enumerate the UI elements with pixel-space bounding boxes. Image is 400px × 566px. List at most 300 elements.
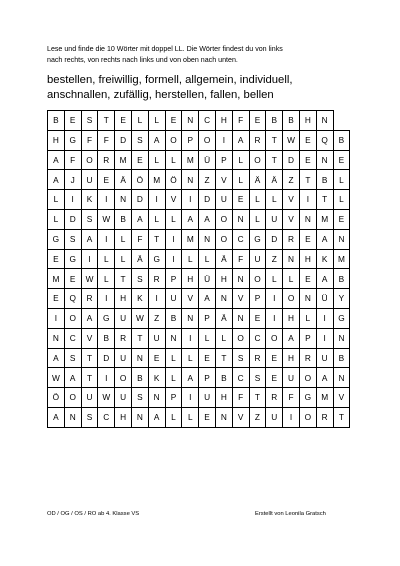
grid-cell[interactable]: Ä (266, 170, 283, 190)
grid-cell[interactable]: U (115, 308, 132, 328)
grid-cell[interactable]: O (115, 368, 132, 388)
grid-cell[interactable]: L (299, 308, 316, 328)
grid-cell[interactable]: U (283, 368, 300, 388)
grid-cell[interactable]: O (299, 407, 316, 427)
grid-cell[interactable]: P (299, 328, 316, 348)
grid-cell[interactable]: Z (148, 308, 165, 328)
grid-cell[interactable]: Ä (115, 170, 132, 190)
grid-cell[interactable]: I (98, 229, 115, 249)
grid-cell[interactable]: W (283, 130, 300, 150)
grid-cell[interactable]: B (316, 170, 333, 190)
grid-cell[interactable]: S (131, 388, 148, 408)
grid-cell[interactable]: M (182, 229, 199, 249)
grid-cell[interactable]: Ö (165, 170, 182, 190)
grid-cell[interactable]: V (283, 209, 300, 229)
grid-cell[interactable]: G (98, 308, 115, 328)
grid-cell[interactable]: E (48, 289, 65, 309)
grid-cell[interactable]: F (232, 388, 249, 408)
grid-cell[interactable]: T (148, 229, 165, 249)
grid-cell[interactable]: T (215, 348, 232, 368)
grid-cell[interactable]: H (115, 407, 132, 427)
grid-cell[interactable]: Ä (215, 308, 232, 328)
grid-cell[interactable]: E (266, 348, 283, 368)
grid-cell[interactable]: E (199, 407, 216, 427)
grid-cell[interactable]: N (48, 328, 65, 348)
grid-cell[interactable]: F (283, 388, 300, 408)
grid-cell[interactable]: H (283, 308, 300, 328)
grid-cell[interactable]: R (249, 130, 266, 150)
grid-cell[interactable]: M (148, 170, 165, 190)
grid-cell[interactable]: S (81, 407, 98, 427)
grid-cell[interactable]: T (115, 269, 132, 289)
grid-cell[interactable]: R (98, 150, 115, 170)
grid-cell[interactable]: Z (199, 170, 216, 190)
grid-cell[interactable]: A (48, 170, 65, 190)
grid-cell[interactable]: B (266, 111, 283, 131)
grid-cell[interactable]: V (232, 407, 249, 427)
grid-cell[interactable]: N (333, 229, 350, 249)
grid-cell[interactable]: C (98, 407, 115, 427)
grid-cell[interactable]: L (199, 328, 216, 348)
grid-cell[interactable]: E (64, 269, 81, 289)
grid-cell[interactable]: F (232, 111, 249, 131)
grid-cell[interactable]: O (165, 130, 182, 150)
grid-cell[interactable]: T (98, 111, 115, 131)
grid-cell[interactable]: I (148, 190, 165, 210)
grid-cell[interactable]: P (165, 388, 182, 408)
grid-cell[interactable]: Ä (215, 249, 232, 269)
grid-cell[interactable]: O (232, 328, 249, 348)
grid-cell[interactable]: O (215, 229, 232, 249)
grid-cell[interactable]: S (81, 111, 98, 131)
grid-cell[interactable]: I (98, 289, 115, 309)
grid-cell[interactable]: H (215, 111, 232, 131)
grid-cell[interactable]: B (98, 328, 115, 348)
footer-level: OD / OG / OS / RO ab 4. Klasse VS (47, 511, 140, 517)
grid-cell[interactable]: L (266, 190, 283, 210)
grid-cell[interactable]: Ü (316, 289, 333, 309)
grid-cell[interactable]: A (81, 308, 98, 328)
grid-cell[interactable]: G (249, 229, 266, 249)
grid-row (48, 209, 350, 229)
grid-cell[interactable]: N (131, 407, 148, 427)
instructions-line-1: Lese und finde die 10 Wörter mit doppel LL. Die Wörter findest du von links (47, 45, 283, 53)
grid-row (48, 130, 350, 150)
grid-cell[interactable]: A (283, 328, 300, 348)
grid-cell[interactable]: R (148, 269, 165, 289)
grid-cell[interactable]: O (249, 269, 266, 289)
grid-cell[interactable]: I (266, 289, 283, 309)
grid-cell[interactable]: V (165, 190, 182, 210)
grid-cell[interactable]: U (81, 388, 98, 408)
grid-cell[interactable]: S (64, 229, 81, 249)
grid-cell[interactable]: D (266, 229, 283, 249)
grid-cell[interactable]: Ö (48, 388, 65, 408)
grid-cell[interactable]: E (98, 170, 115, 190)
grid-cell[interactable]: N (283, 249, 300, 269)
grid-cell[interactable]: N (232, 209, 249, 229)
grid-cell[interactable]: F (131, 229, 148, 249)
grid-cell[interactable]: E (249, 308, 266, 328)
grid-cell[interactable]: F (81, 130, 98, 150)
grid-cell[interactable]: N (333, 368, 350, 388)
grid-cell[interactable]: I (165, 249, 182, 269)
grid-cell[interactable]: V (215, 170, 232, 190)
grid-cell[interactable]: T (266, 150, 283, 170)
grid-cell[interactable]: G (299, 388, 316, 408)
grid-cell[interactable]: F (64, 150, 81, 170)
grid-cell[interactable]: A (182, 209, 199, 229)
grid-cell[interactable]: A (316, 229, 333, 249)
grid-cell[interactable]: L (182, 348, 199, 368)
grid-cell[interactable]: H (48, 130, 65, 150)
grid-cell[interactable]: K (316, 249, 333, 269)
grid-cell[interactable]: L (115, 229, 132, 249)
grid-cell[interactable]: L (232, 170, 249, 190)
grid-cell[interactable]: Q (64, 289, 81, 309)
grid-cell[interactable]: L (98, 249, 115, 269)
grid-cell[interactable]: L (148, 150, 165, 170)
grid-cell[interactable]: M (115, 150, 132, 170)
grid-cell[interactable]: I (64, 190, 81, 210)
word-search-grid (47, 110, 350, 428)
grid-cell[interactable]: L (283, 269, 300, 289)
grid-cell[interactable]: L (48, 190, 65, 210)
grid-cell[interactable]: N (182, 170, 199, 190)
grid-cell[interactable]: H (283, 348, 300, 368)
grid-cell[interactable]: E (165, 111, 182, 131)
grid-cell[interactable]: V (81, 328, 98, 348)
grid-cell[interactable]: L (333, 190, 350, 210)
grid-cell[interactable]: N (64, 407, 81, 427)
grid-row (48, 111, 350, 131)
grid-cell[interactable]: E (299, 150, 316, 170)
grid-cell[interactable]: K (81, 190, 98, 210)
grid-cell[interactable]: R (266, 388, 283, 408)
grid-cell[interactable]: I (299, 190, 316, 210)
grid-cell[interactable]: N (131, 348, 148, 368)
grid-cell[interactable]: U (115, 388, 132, 408)
grid-cell[interactable]: E (333, 150, 350, 170)
grid-cell[interactable]: A (199, 289, 216, 309)
grid-cell[interactable]: O (215, 209, 232, 229)
grid-cell[interactable]: Ü (199, 269, 216, 289)
grid-cell[interactable]: U (81, 170, 98, 190)
grid-cell[interactable]: W (81, 269, 98, 289)
grid-cell[interactable]: N (165, 328, 182, 348)
grid-cell[interactable]: B (48, 111, 65, 131)
grid-cell[interactable]: M (48, 269, 65, 289)
grid-cell[interactable]: Z (249, 407, 266, 427)
grid-cell[interactable]: U (199, 388, 216, 408)
grid-cell[interactable]: D (64, 209, 81, 229)
grid-cell[interactable]: I (98, 190, 115, 210)
grid-cell[interactable]: W (131, 308, 148, 328)
grid-cell[interactable]: I (283, 407, 300, 427)
grid-cell[interactable]: E (48, 249, 65, 269)
grid-cell[interactable]: A (131, 209, 148, 229)
grid-cell[interactable]: P (165, 269, 182, 289)
grid-cell[interactable]: N (182, 111, 199, 131)
grid-cell[interactable]: C (232, 229, 249, 249)
grid-cell[interactable]: B (131, 368, 148, 388)
grid-cell[interactable]: O (283, 289, 300, 309)
grid-cell[interactable]: I (316, 328, 333, 348)
grid-cell[interactable]: V (283, 190, 300, 210)
grid-cell[interactable]: B (115, 209, 132, 229)
grid-row (48, 368, 350, 388)
grid-cell[interactable]: A (81, 229, 98, 249)
grid-cell[interactable]: V (232, 289, 249, 309)
grid-cell[interactable]: L (165, 407, 182, 427)
grid-cell[interactable]: G (64, 249, 81, 269)
grid-cell[interactable]: E (199, 348, 216, 368)
grid-cell[interactable]: N (299, 289, 316, 309)
grid-cell[interactable]: S (232, 348, 249, 368)
grid-cell[interactable]: E (249, 111, 266, 131)
grid-cell[interactable]: A (48, 407, 65, 427)
grid-cell[interactable]: H (115, 289, 132, 309)
grid-cell[interactable]: E (299, 130, 316, 150)
grid-cell[interactable]: U (249, 249, 266, 269)
grid-cell[interactable]: E (266, 368, 283, 388)
grid-cell[interactable]: V (182, 289, 199, 309)
grid-cell[interactable]: E (64, 111, 81, 131)
grid-cell[interactable]: S (131, 269, 148, 289)
grid-cell[interactable]: U (266, 407, 283, 427)
grid-cell[interactable]: I (215, 130, 232, 150)
grid-cell[interactable]: O (199, 130, 216, 150)
grid-cell[interactable]: O (64, 308, 81, 328)
grid-cell[interactable]: M (316, 388, 333, 408)
grid-cell[interactable]: H (215, 269, 232, 289)
grid-cell[interactable]: I (266, 308, 283, 328)
grid-cell[interactable]: C (64, 328, 81, 348)
grid-cell[interactable]: R (115, 328, 132, 348)
grid-cell[interactable]: I (48, 308, 65, 328)
grid-cell[interactable]: N (316, 150, 333, 170)
grid-cell[interactable]: L (131, 111, 148, 131)
grid-cell[interactable]: Z (266, 249, 283, 269)
grid-cell[interactable]: L (98, 269, 115, 289)
grid-cell[interactable]: H (299, 111, 316, 131)
grid-cell[interactable]: E (131, 150, 148, 170)
grid-cell[interactable]: T (249, 388, 266, 408)
grid-row (48, 407, 350, 427)
grid-cell[interactable]: U (266, 209, 283, 229)
grid-cell[interactable]: G (333, 308, 350, 328)
grid-cell[interactable]: C (249, 328, 266, 348)
grid-cell[interactable]: L (182, 249, 199, 269)
grid-cell[interactable]: R (81, 289, 98, 309)
grid-cell[interactable]: T (316, 190, 333, 210)
grid-cell[interactable]: W (48, 368, 65, 388)
grid-cell[interactable]: S (81, 209, 98, 229)
grid-cell[interactable]: N (115, 190, 132, 210)
grid-cell[interactable]: Ü (199, 150, 216, 170)
grid-cell[interactable]: O (299, 368, 316, 388)
grid-cell[interactable]: N (182, 308, 199, 328)
grid-cell[interactable]: A (316, 269, 333, 289)
grid-cell[interactable]: B (333, 269, 350, 289)
grid-cell[interactable]: N (333, 328, 350, 348)
grid-cell[interactable]: A (48, 150, 65, 170)
grid-cell[interactable]: W (98, 388, 115, 408)
grid-cell[interactable]: L (249, 190, 266, 210)
grid-cell[interactable]: N (299, 209, 316, 229)
grid-cell[interactable]: N (199, 229, 216, 249)
grid-cell[interactable]: L (199, 249, 216, 269)
grid-cell[interactable]: S (249, 368, 266, 388)
grid-cell[interactable]: B (283, 111, 300, 131)
grid-cell[interactable]: A (148, 130, 165, 150)
grid-cell[interactable]: U (316, 348, 333, 368)
grid-cell[interactable]: M (333, 249, 350, 269)
grid-cell[interactable]: A (148, 407, 165, 427)
grid-row (48, 348, 350, 368)
grid-cell[interactable]: J (64, 170, 81, 190)
grid-cell[interactable]: L (232, 150, 249, 170)
grid-cell[interactable]: A (232, 130, 249, 150)
grid-cell[interactable]: L (148, 111, 165, 131)
grid-cell[interactable]: I (148, 289, 165, 309)
grid-cell[interactable]: L (165, 209, 182, 229)
grid-cell[interactable]: B (333, 130, 350, 150)
grid-cell[interactable]: V (333, 388, 350, 408)
grid-cell[interactable]: C (232, 368, 249, 388)
grid-cell[interactable]: L (249, 209, 266, 229)
grid-cell[interactable]: U (115, 348, 132, 368)
grid-cell[interactable]: H (182, 269, 199, 289)
grid-cell[interactable]: T (299, 170, 316, 190)
grid-cell[interactable]: C (199, 111, 216, 131)
grid-cell[interactable]: I (316, 308, 333, 328)
grid-cell[interactable]: T (81, 368, 98, 388)
grid-cell[interactable]: A (182, 368, 199, 388)
grid-cell[interactable]: R (249, 348, 266, 368)
grid-cell[interactable]: N (215, 289, 232, 309)
grid-cell[interactable]: G (64, 130, 81, 150)
grid-cell[interactable]: P (215, 150, 232, 170)
grid-cell[interactable]: N (232, 269, 249, 289)
grid-cell[interactable]: F (232, 249, 249, 269)
grid-cell[interactable]: R (316, 407, 333, 427)
grid-cell[interactable]: Q (316, 130, 333, 150)
grid-cell[interactable]: B (165, 308, 182, 328)
grid-cell[interactable]: L (215, 328, 232, 348)
grid-cell[interactable]: E (299, 269, 316, 289)
grid-cell[interactable]: P (199, 368, 216, 388)
grid-cell[interactable]: E (115, 111, 132, 131)
grid-cell[interactable]: Y (333, 289, 350, 309)
grid-cell[interactable]: P (199, 308, 216, 328)
grid-cell[interactable]: I (182, 328, 199, 348)
grid-cell[interactable]: O (249, 150, 266, 170)
grid-cell[interactable]: B (333, 348, 350, 368)
grid-cell[interactable]: Z (283, 170, 300, 190)
grid-cell[interactable]: T (333, 407, 350, 427)
grid-cell[interactable]: A (48, 348, 65, 368)
grid-cell[interactable]: H (215, 388, 232, 408)
grid-cell[interactable]: E (333, 209, 350, 229)
grid-cell[interactable]: Ä (131, 249, 148, 269)
grid-row (48, 229, 350, 249)
grid-cell[interactable]: I (182, 190, 199, 210)
grid-cell[interactable]: M (316, 209, 333, 229)
grid-cell[interactable]: P (249, 289, 266, 309)
grid-cell[interactable]: L (182, 407, 199, 427)
grid-cell[interactable]: E (148, 348, 165, 368)
grid-cell[interactable]: L (266, 269, 283, 289)
grid-cell[interactable]: W (98, 209, 115, 229)
grid-cell[interactable]: L (165, 368, 182, 388)
grid-cell[interactable]: Ä (249, 170, 266, 190)
grid-cell[interactable]: D (199, 190, 216, 210)
grid-cell[interactable]: G (148, 249, 165, 269)
grid-cell[interactable]: R (283, 229, 300, 249)
grid-cell[interactable]: I (98, 368, 115, 388)
grid-cell[interactable]: T (131, 328, 148, 348)
grid-cell[interactable]: P (182, 130, 199, 150)
grid-cell[interactable]: A (199, 209, 216, 229)
grid-cell[interactable]: O (81, 150, 98, 170)
grid-cell[interactable]: M (182, 150, 199, 170)
grid-cell[interactable]: L (165, 150, 182, 170)
grid-cell[interactable]: U (165, 289, 182, 309)
grid-cell[interactable]: T (266, 130, 283, 150)
grid-cell[interactable]: L (165, 348, 182, 368)
grid-cell[interactable]: R (299, 348, 316, 368)
grid-cell[interactable]: Ö (131, 170, 148, 190)
grid-cell[interactable]: H (299, 249, 316, 269)
grid-cell[interactable]: E (299, 229, 316, 249)
grid-cell[interactable]: L (115, 249, 132, 269)
grid-cell[interactable]: U (215, 190, 232, 210)
grid-cell[interactable]: K (148, 368, 165, 388)
grid-cell[interactable]: U (148, 328, 165, 348)
grid-cell[interactable]: D (98, 348, 115, 368)
grid-cell[interactable]: B (215, 368, 232, 388)
grid-cell[interactable]: N (232, 308, 249, 328)
grid-cell[interactable]: N (215, 407, 232, 427)
grid-cell[interactable]: D (115, 130, 132, 150)
grid-cell[interactable]: A (64, 368, 81, 388)
grid-cell[interactable]: K (131, 289, 148, 309)
grid-row (48, 388, 350, 408)
grid-cell[interactable]: E (232, 190, 249, 210)
grid-cell[interactable]: T (81, 348, 98, 368)
grid-cell[interactable]: O (266, 328, 283, 348)
grid-cell[interactable]: I (81, 249, 98, 269)
grid-cell[interactable]: A (316, 368, 333, 388)
grid-row (48, 289, 350, 309)
grid-cell[interactable]: S (64, 348, 81, 368)
grid-cell[interactable]: S (131, 130, 148, 150)
grid-cell[interactable]: D (131, 190, 148, 210)
grid-cell[interactable]: D (283, 150, 300, 170)
grid-cell[interactable]: L (148, 209, 165, 229)
grid-cell[interactable]: O (64, 388, 81, 408)
grid-cell[interactable]: G (48, 229, 65, 249)
grid-cell[interactable]: I (182, 388, 199, 408)
grid-cell[interactable]: N (148, 388, 165, 408)
grid-cell[interactable]: I (165, 229, 182, 249)
grid-cell[interactable]: L (48, 209, 65, 229)
grid-cell[interactable]: F (98, 130, 115, 150)
grid-cell[interactable]: L (333, 170, 350, 190)
word-list-line-1: bestellen, freiwillig, formell, allgemein, individuell, (47, 74, 293, 86)
grid-cell[interactable]: N (316, 111, 333, 131)
